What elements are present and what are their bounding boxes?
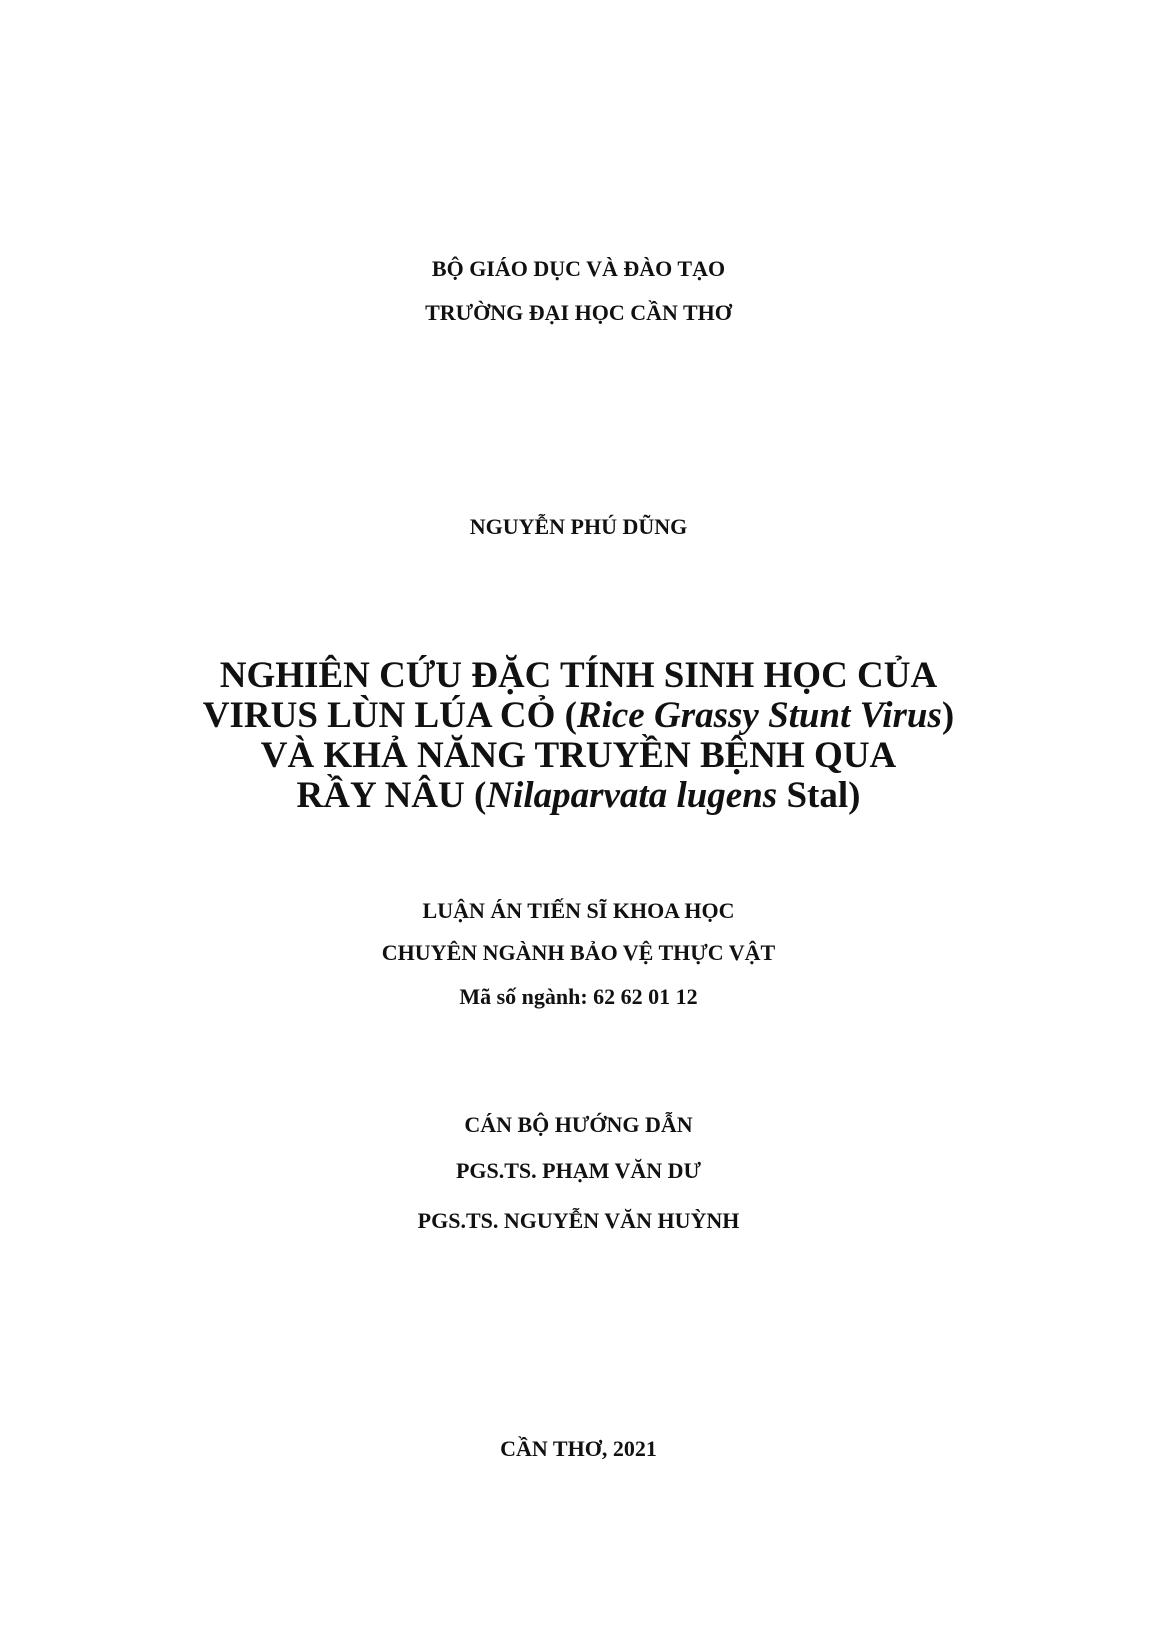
title-line-2-prefix: VIRUS LÙN LÚA CỎ ( [202,695,577,736]
author-name: NGUYỄN PHÚ DŨNG [469,514,688,539]
title-line-3: VÀ KHẢ NĂNG TRUYỀN BỆNH QUA [260,735,897,776]
degree-major: CHUYÊN NGÀNH BẢO VỆ THỰC VẬT [381,940,776,965]
university-name: TRƯỜNG ĐẠI HỌC CẦN THƠ [425,300,732,325]
title-line-4-prefix: RẦY NÂU ( [296,775,487,816]
place-year: CẦN THƠ, 2021 [500,1436,657,1461]
supervisor-name: PGS.TS. PHẠM VĂN DƯ [455,1158,702,1183]
title-line-1: NGHIÊN CỨU ĐẶC TÍNH SINH HỌC CỦA [219,655,938,696]
ministry-name: BỘ GIÁO DỤC VÀ ĐÀO TẠO [431,256,726,281]
title-line-2-italic: Rice Grassy Stunt Virus [576,695,942,736]
degree-type: LUẬN ÁN TIẾN SĨ KHOA HỌC [422,898,735,923]
title-line-4-suffix: Stal) [777,775,861,816]
title-line-4-italic: Nilaparvata lugens [486,775,778,816]
supervisor-name: PGS.TS. NGUYỄN VĂN HUỲNH [417,1208,740,1233]
title-line-2 [0,696,1157,736]
major-code: Mã số ngành: 62 62 01 12 [459,984,698,1009]
title-line-2-suffix: ) [941,695,955,736]
supervisor-heading: CÁN BỘ HƯỚNG DẪN [464,1112,693,1137]
title-line-4 [0,776,1157,816]
